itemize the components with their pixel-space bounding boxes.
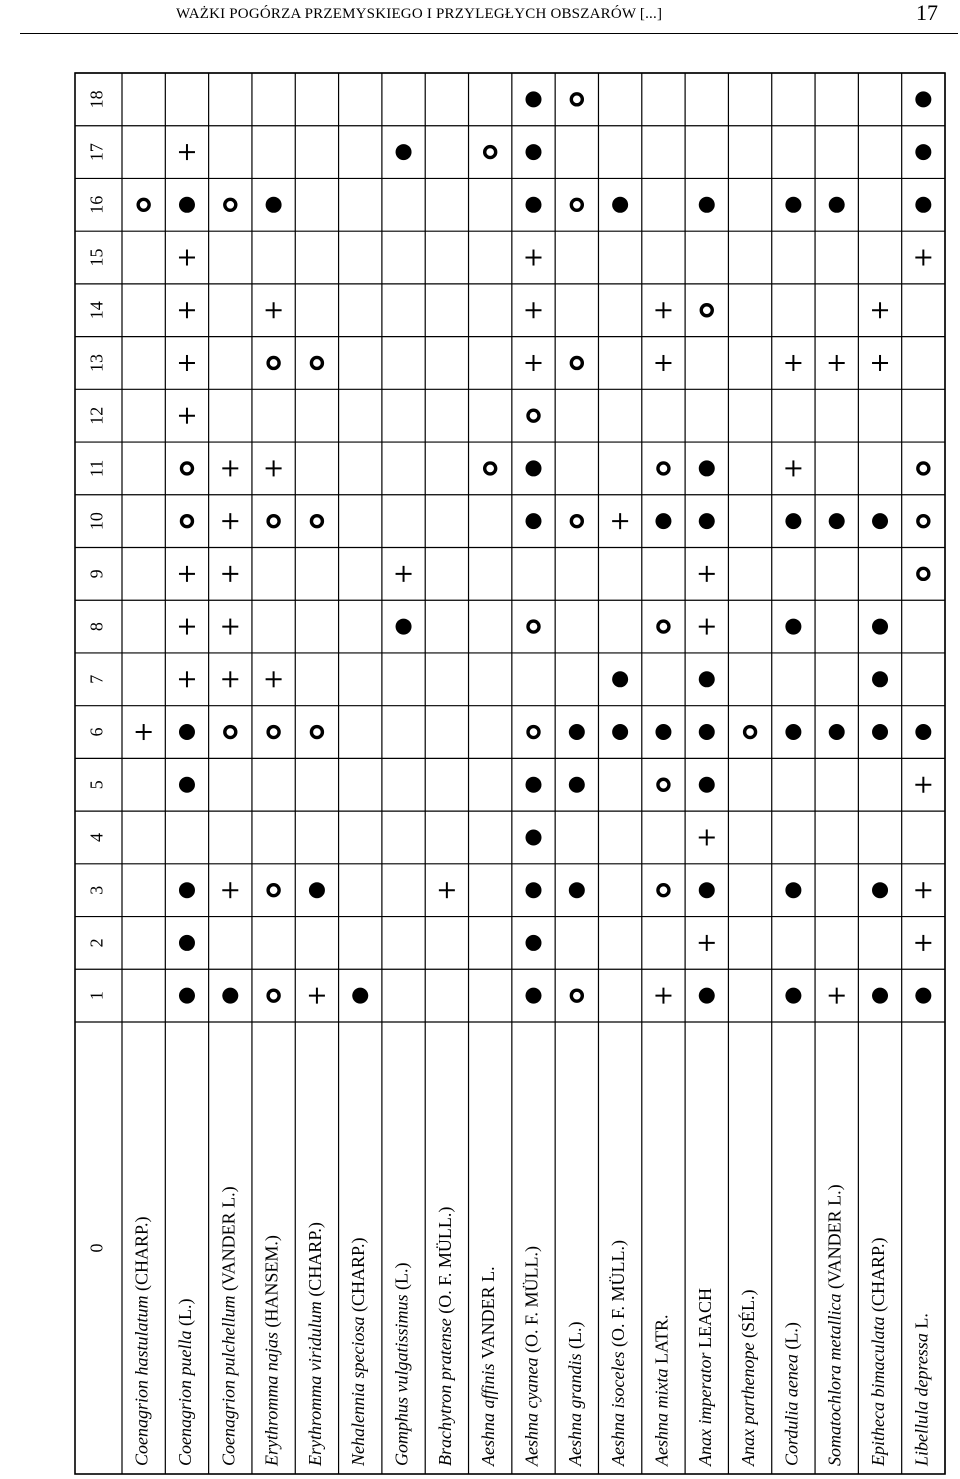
filled-circle-mark xyxy=(872,882,888,898)
filled-circle-mark xyxy=(612,724,628,740)
open-circle-mark xyxy=(311,727,322,738)
species-latin-name: Coenagrion hastulatum xyxy=(131,1290,152,1466)
filled-circle-mark xyxy=(266,197,282,213)
species-latin-name: Aeshna mixta xyxy=(651,1364,672,1466)
filled-circle-mark xyxy=(785,724,801,740)
filled-circle-mark xyxy=(915,988,931,1004)
open-circle-mark xyxy=(268,727,279,738)
open-circle-mark xyxy=(311,516,322,527)
species-name xyxy=(435,1207,456,1466)
site-number-label: 6 xyxy=(86,727,107,737)
running-title: WAŻKI POGÓRZA PRZEMYSKIEGO I PRZYLEGŁYCH OBSZARÓW [...] xyxy=(176,6,663,22)
species-author: (L.) xyxy=(175,1298,196,1326)
species-latin-name: Erythromma viridulum xyxy=(305,1296,326,1466)
filled-circle-mark xyxy=(872,671,888,687)
site-number-label: 11 xyxy=(86,459,107,478)
species-latin-name: Gomphus vulgatissimus xyxy=(391,1289,412,1466)
species-name xyxy=(695,1288,715,1467)
site-number-label: 13 xyxy=(86,353,107,372)
filled-circle-mark xyxy=(915,724,931,740)
open-circle-mark xyxy=(918,463,929,474)
open-circle-mark xyxy=(528,727,539,738)
species-latin-name: Erythromma najas xyxy=(261,1327,282,1466)
open-circle-mark xyxy=(485,147,496,158)
filled-circle-mark xyxy=(699,197,715,213)
filled-circle-mark xyxy=(699,513,715,529)
filled-circle-mark xyxy=(526,935,542,951)
species-name xyxy=(911,1313,931,1467)
filled-circle-mark xyxy=(526,513,542,529)
species-name xyxy=(825,1184,846,1466)
filled-circle-mark xyxy=(526,197,542,213)
site-number-label: 8 xyxy=(86,622,107,632)
filled-circle-mark xyxy=(309,882,325,898)
filled-circle-mark xyxy=(915,91,931,107)
open-circle-mark xyxy=(918,568,929,579)
species-latin-name: Brachytron pratense xyxy=(434,1313,455,1466)
species-author: (VANDER L.) xyxy=(824,1184,845,1290)
filled-circle-mark xyxy=(569,777,585,793)
open-circle-mark xyxy=(268,990,279,1001)
species-author: (L.) xyxy=(391,1262,412,1290)
species-author: VANDER L. xyxy=(478,1266,499,1359)
filled-circle-mark xyxy=(179,988,195,1004)
filled-circle-mark xyxy=(785,882,801,898)
species-name xyxy=(218,1186,239,1466)
site-number-label: 1 xyxy=(86,991,107,1001)
filled-circle-mark xyxy=(612,197,628,213)
species-name xyxy=(652,1315,672,1467)
filled-circle-mark xyxy=(526,882,542,898)
species-latin-name: Libellula depressa xyxy=(911,1328,932,1466)
species-name xyxy=(305,1222,326,1467)
filled-circle-mark xyxy=(699,671,715,687)
open-circle-mark xyxy=(225,727,236,738)
filled-circle-mark xyxy=(179,197,195,213)
open-circle-mark xyxy=(571,516,582,527)
species-author: L. xyxy=(911,1313,932,1329)
filled-circle-mark xyxy=(179,882,195,898)
open-circle-mark xyxy=(485,463,496,474)
species-latin-name: Aeshna grandis xyxy=(564,1349,585,1466)
filled-circle-mark xyxy=(699,988,715,1004)
filled-circle-mark xyxy=(785,513,801,529)
species-author: (CHARP.) xyxy=(348,1237,369,1313)
site-number-label: 16 xyxy=(86,195,107,214)
filled-circle-mark xyxy=(915,144,931,160)
species-latin-name: Coenagrion puella xyxy=(175,1326,196,1466)
species-name xyxy=(868,1238,889,1467)
species-header-label: 0 xyxy=(86,1243,107,1253)
species-name xyxy=(737,1290,759,1467)
species-author: (L.) xyxy=(564,1321,585,1349)
filled-circle-mark xyxy=(699,724,715,740)
species-latin-name: Aeshna isoceles xyxy=(608,1347,629,1466)
filled-circle-mark xyxy=(352,988,368,1004)
open-circle-mark xyxy=(571,94,582,105)
filled-circle-mark xyxy=(785,988,801,1004)
site-number-label: 15 xyxy=(86,248,107,267)
filled-circle-mark xyxy=(829,197,845,213)
filled-circle-mark xyxy=(396,144,412,160)
species-author: (O. F. MÜLL.) xyxy=(434,1206,455,1314)
species-author: (L.) xyxy=(781,1322,802,1350)
filled-circle-mark xyxy=(655,513,671,529)
species-latin-name: Anax parthenope xyxy=(738,1338,759,1466)
filled-circle-mark xyxy=(872,513,888,529)
species-latin-name: Somatochlora metallica xyxy=(824,1289,845,1466)
site-number-label: 9 xyxy=(86,569,107,579)
species-author: (O. F. MÜLL.) xyxy=(608,1239,629,1348)
filled-circle-mark xyxy=(526,91,542,107)
open-circle-mark xyxy=(745,727,756,738)
species-author: LATR. xyxy=(651,1314,672,1365)
species-author: (O. F. MÜLL.) xyxy=(521,1245,542,1354)
filled-circle-mark xyxy=(526,460,542,476)
filled-circle-mark xyxy=(569,724,585,740)
species-latin-name: Cordulia aenea xyxy=(781,1349,802,1466)
site-number-label: 18 xyxy=(86,90,107,109)
species-author: (CHARP.) xyxy=(131,1216,152,1291)
site-number-label: 17 xyxy=(86,143,107,162)
species-name xyxy=(782,1322,803,1466)
open-circle-mark xyxy=(268,516,279,527)
species-name xyxy=(522,1246,543,1467)
filled-circle-mark xyxy=(785,197,801,213)
open-circle-mark xyxy=(658,779,669,790)
filled-circle-mark xyxy=(396,619,412,635)
species-name xyxy=(608,1240,629,1467)
open-circle-mark xyxy=(528,621,539,632)
site-number-label: 12 xyxy=(86,406,107,425)
open-circle-mark xyxy=(181,516,192,527)
filled-circle-mark xyxy=(526,988,542,1004)
site-number-label: 7 xyxy=(86,674,107,684)
species-latin-name: Nehalennia speciosa xyxy=(348,1312,369,1466)
filled-circle-mark xyxy=(655,724,671,740)
species-name xyxy=(565,1322,586,1467)
filled-circle-mark xyxy=(872,619,888,635)
open-circle-mark xyxy=(268,885,279,896)
filled-circle-mark xyxy=(915,197,931,213)
species-name xyxy=(392,1262,413,1466)
open-circle-mark xyxy=(268,357,279,368)
site-number-label: 3 xyxy=(86,885,107,895)
open-circle-mark xyxy=(658,463,669,474)
filled-circle-mark xyxy=(699,777,715,793)
filled-circle-mark xyxy=(179,777,195,793)
species-latin-name: Aeshna affinis xyxy=(478,1359,499,1466)
species-author: LEACH xyxy=(694,1288,715,1349)
open-circle-mark xyxy=(658,885,669,896)
species-author: (VANDER L.) xyxy=(218,1186,239,1292)
filled-circle-mark xyxy=(569,882,585,898)
species-author: (SÉL.) xyxy=(738,1289,759,1339)
site-number-label: 4 xyxy=(86,832,107,842)
open-circle-mark xyxy=(571,199,582,210)
species-name xyxy=(175,1299,196,1466)
site-number-label: 14 xyxy=(86,301,107,320)
open-circle-mark xyxy=(181,463,192,474)
open-circle-mark xyxy=(571,990,582,1001)
filled-circle-mark xyxy=(526,144,542,160)
site-number-label: 5 xyxy=(86,780,107,790)
species-name xyxy=(478,1266,498,1467)
filled-circle-mark xyxy=(526,829,542,845)
filled-circle-mark xyxy=(829,513,845,529)
filled-circle-mark xyxy=(179,935,195,951)
species-author: (CHARP.) xyxy=(868,1237,889,1313)
species-latin-name: Aeshna cyanea xyxy=(521,1353,542,1466)
filled-circle-mark xyxy=(872,724,888,740)
site-number-label: 2 xyxy=(86,938,107,948)
open-circle-mark xyxy=(528,410,539,421)
filled-circle-mark xyxy=(699,882,715,898)
species-name xyxy=(348,1237,369,1467)
species-latin-name: Anax imperator xyxy=(694,1348,715,1466)
open-circle-mark xyxy=(918,516,929,527)
filled-circle-mark xyxy=(612,671,628,687)
open-circle-mark xyxy=(571,357,582,368)
filled-circle-mark xyxy=(699,460,715,476)
site-number-label: 10 xyxy=(86,512,107,531)
page-number: 17 xyxy=(916,0,938,25)
filled-circle-mark xyxy=(785,619,801,635)
open-circle-mark xyxy=(138,199,149,210)
species-latin-name: Epitheca bimaculata xyxy=(868,1312,889,1466)
species-latin-name: Coenagrion pulchellum xyxy=(218,1291,239,1466)
species-author: (HANSEM.) xyxy=(261,1235,282,1328)
species-author: (CHARP.) xyxy=(305,1222,326,1297)
filled-circle-mark xyxy=(829,724,845,740)
open-circle-mark xyxy=(658,621,669,632)
species-name xyxy=(132,1216,153,1466)
filled-circle-mark xyxy=(222,988,238,1004)
open-circle-mark xyxy=(311,357,322,368)
filled-circle-mark xyxy=(179,724,195,740)
species-name xyxy=(262,1235,283,1467)
filled-circle-mark xyxy=(872,988,888,1004)
open-circle-mark xyxy=(225,199,236,210)
open-circle-mark xyxy=(701,305,712,316)
filled-circle-mark xyxy=(526,777,542,793)
